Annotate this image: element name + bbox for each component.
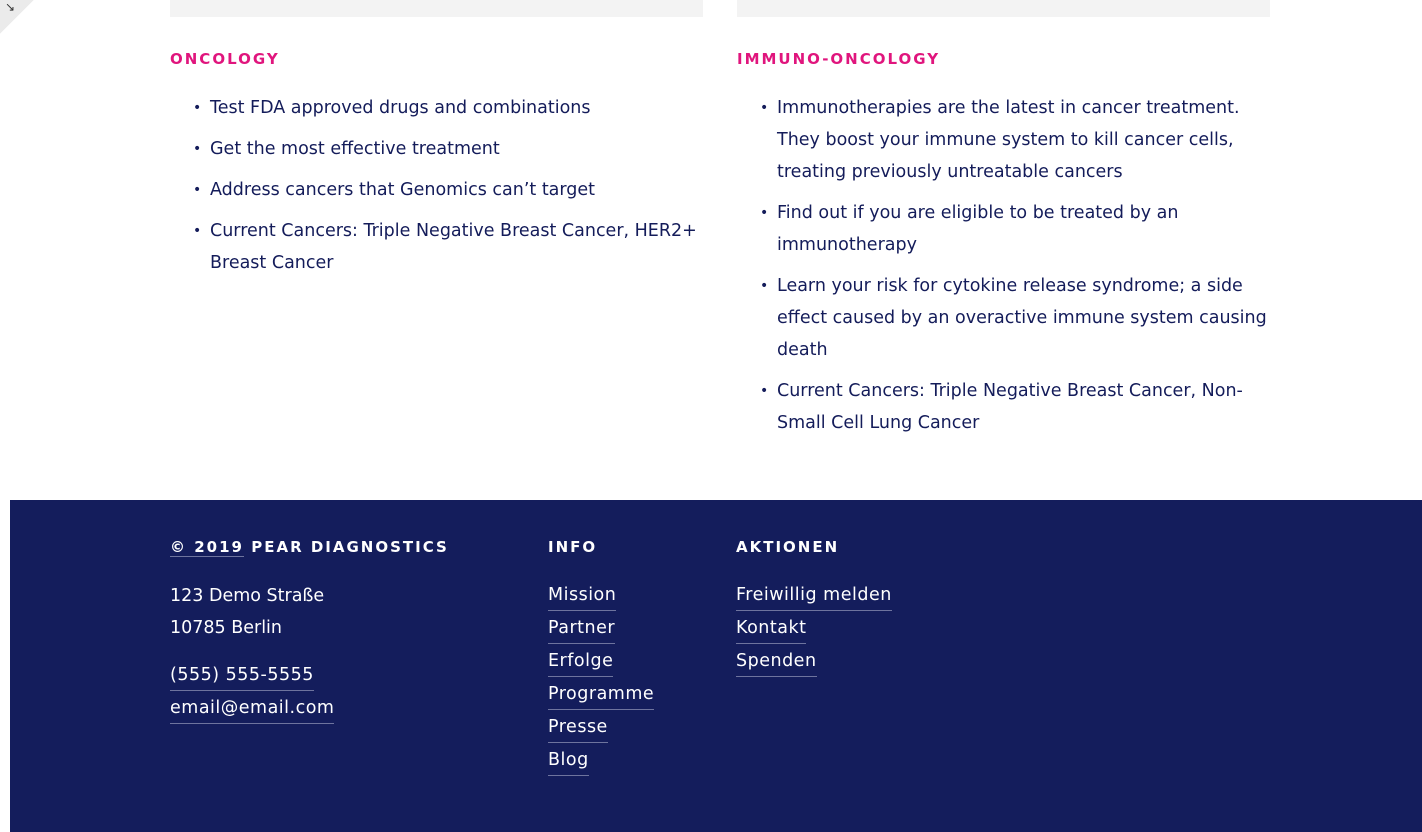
immuno-image-placeholder [737,0,1270,17]
footer-info-heading: INFO [548,538,598,556]
bullet-icon: • [760,205,769,221]
immuno-oncology-section [737,50,1270,448]
site-footer [10,500,1422,832]
oncology-list [170,92,703,279]
footer-link-erfolge[interactable]: Erfolge [548,646,613,677]
list-item: • Test FDA approved drugs and combinations [170,92,703,124]
footer-link-partner[interactable]: Partner [548,613,615,644]
footer-link-mission[interactable]: Mission [548,580,616,611]
page-corner-fold[interactable] [0,0,34,34]
bullet-icon: • [760,278,769,294]
immuno-oncology-list [737,92,1270,439]
brand-name: PEAR DIAGNOSTICS [251,538,449,556]
bullet-icon: • [193,141,202,157]
copyright-link[interactable]: © 2019 [170,538,244,556]
oncology-image-placeholder [170,0,703,17]
arrow-down-right-icon: ↘ [5,0,16,14]
phone-link[interactable]: (555) 555-5555 [170,660,314,691]
email-link[interactable]: email@email.com [170,693,334,724]
bullet-icon: • [193,100,202,116]
bullet-icon: • [193,223,202,239]
oncology-heading: ONCOLOGY [170,50,280,68]
footer-aktionen-heading: AKTIONEN [736,538,840,556]
immuno-oncology-heading: IMMUNO-ONCOLOGY [737,50,941,68]
oncology-section [170,50,703,288]
list-item: • Address cancers that Genomics can’t target [170,174,703,206]
address-city: 10785 Berlin [170,618,283,638]
list-item: • Current Cancers: Triple Negative Breast Cancer, Non-Small Cell Lung Cancer [737,375,1270,439]
bullet-icon: • [193,182,202,198]
footer-brand-heading [170,538,449,556]
footer-link-freiwillig-melden[interactable]: Freiwillig melden [736,580,892,611]
list-item: • Learn your risk for cytokine release syndrome; a side effect caused by an overactive immune system causing death [737,270,1270,366]
footer-link-programme[interactable]: Programme [548,679,654,710]
footer-link-kontakt[interactable]: Kontakt [736,613,806,644]
address-street: 123 Demo Straße [170,586,325,606]
list-item: • Immunotherapies are the latest in cancer treatment. They boost your immune system to kill cancer cells, treating previously untreatable cancers [737,92,1270,188]
bullet-icon: • [760,383,769,399]
list-item: • Current Cancers: Triple Negative Breast Cancer, HER2+ Breast Cancer [170,215,703,279]
list-item: • Get the most effective treatment [170,133,703,165]
footer-link-blog[interactable]: Blog [548,745,589,776]
footer-info-column [548,538,654,778]
footer-aktionen-column [736,538,892,679]
footer-link-presse[interactable]: Presse [548,712,608,743]
footer-link-spenden[interactable]: Spenden [736,646,817,677]
bullet-icon: • [760,100,769,116]
list-item: • Find out if you are eligible to be treated by an immunotherapy [737,197,1270,261]
footer-contact-column [170,538,449,726]
